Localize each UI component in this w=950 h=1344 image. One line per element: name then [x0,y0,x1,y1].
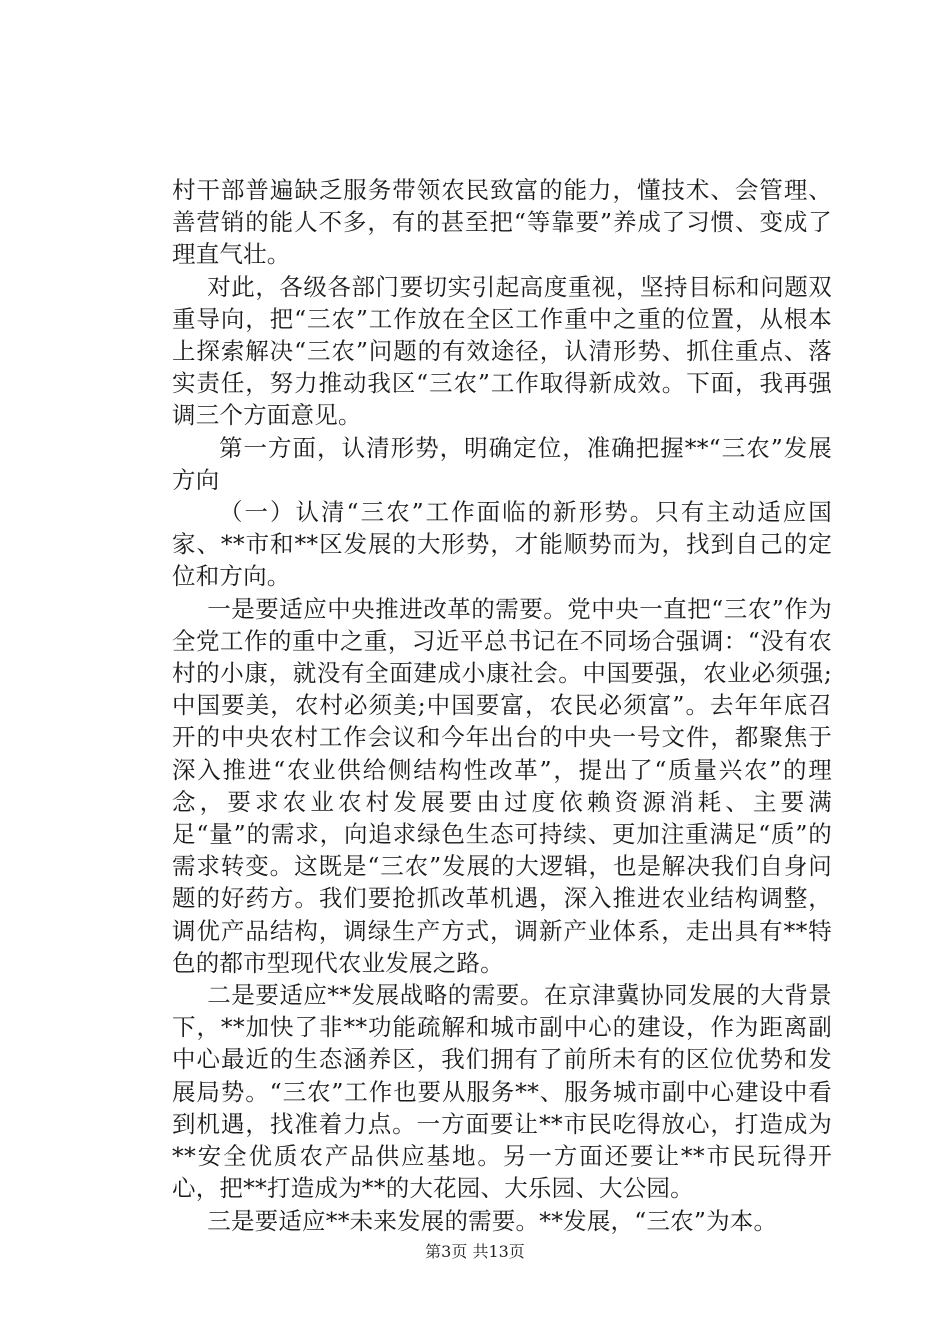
paragraph: 一是要适应中央推进改革的需要。党中央一直把“三农”作为全党工作的重中之重，习近平总书记在不同场合强调：“没有农村的小康，就没有全面建成小康社会。中国要强，农业必须强;中国要美，农村必须美;中国要富，农民必须富”。去年年底召开的中央农村工作会议和今年出台的中央一号文件，都聚焦于深入推进“农业供给侧结构性改革”，提出了“质量兴农”的理念，要求农业农村发展要由过度依赖资源消耗、主要满足“量”的需求，向追求绿色生态可持续、更加注重满足“质”的需求转变。这既是“三农”发展的大逻辑，也是解决我们自身问题的好药方。我们要抢抓改革机遇，深入推进农业结构调整，调优产品结构，调绿生产方式，调新产业体系，走出具有**特色的都市型现代农业发展之路。 [172,594,832,977]
section-heading: 第一方面，认清形势，明确定位，准确把握**“三农”发展方向 [172,433,832,494]
paragraph-continuation: 村干部普遍缺乏服务带领农民致富的能力，懂技术、会管理、善营销的能人不多，有的甚至把“等靠要”养成了习惯、变成了理直气壮。 [172,176,832,269]
page-footer: 第3页 共13页 [425,1242,525,1261]
paragraph: 对此，各级各部门要切实引起高度重视，坚持目标和问题双重导向，把“三农”工作放在全区工作重中之重的位置，从根本上探索解决“三农”问题的有效途径，认清形势、抓住重点、落实责任，努力推动我区“三农”工作取得新成效。下面，我再强调三个方面意见。 [172,272,832,430]
paragraph: 三是要适应**未来发展的需要。**发展，“三农”为本。 [207,1206,778,1235]
subsection-heading: （一）认清“三农”工作面临的新形势。只有主动适应国家、**市和**区发展的大形势，才能顺势而为，找到自己的定位和方向。 [172,498,832,591]
paragraph: 二是要适应**发展战略的需要。在京津冀协同发展的大背景下，**加快了非**功能疏解和城市副中心的建设，作为距离副中心最近的生态涵养区，我们拥有了前所未有的区位优势和发展局势。“三农”工作也要从服务**、服务城市副中心建设中看到机遇，找准着力点。一方面要让**市民吃得放心，打造成为**安全优质农产品供应基地。另一方面还要让**市民玩得开心，把**打造成为**的大花园、大乐园、大公园。 [172,981,832,1203]
document-body [172,174,832,1237]
